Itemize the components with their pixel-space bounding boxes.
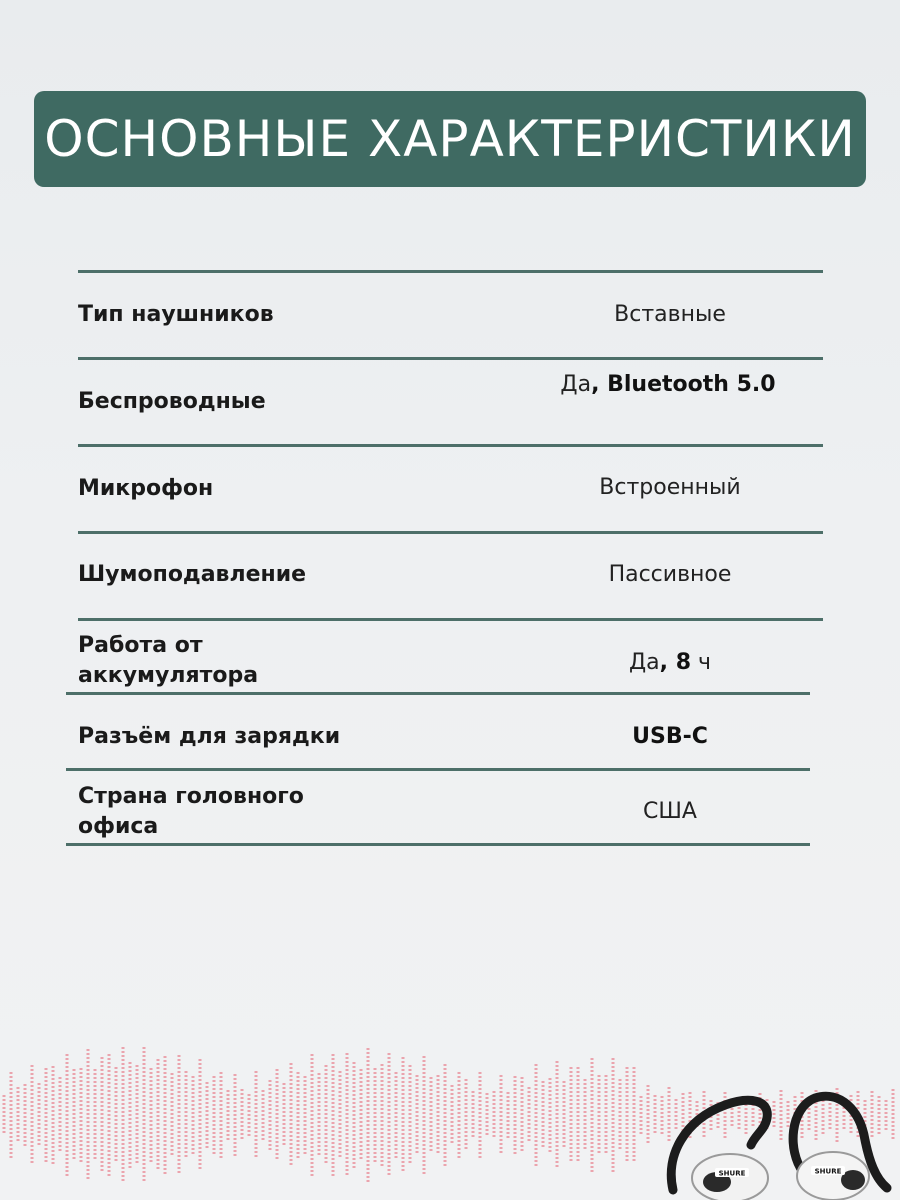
right-brand-label: SHURE [814, 1167, 842, 1176]
spec-label-noise: Шумоподавление [78, 562, 307, 587]
spec-value-wireless-separator: , [591, 372, 608, 397]
spec-value-connector [520, 722, 820, 752]
spec-value-microphone: Встроенный [599, 475, 741, 500]
spec-label-microphone: Микрофон [78, 476, 214, 501]
spec-label-country: Страна головного офиса [78, 784, 304, 839]
table-divider [78, 618, 823, 621]
table-divider [66, 843, 810, 846]
spec-value-wireless [518, 370, 818, 400]
spec-label-battery: Работа от аккумулятора [78, 633, 259, 688]
page-title: ОСНОВНЫЕ ХАРАКТЕРИСТИКИ [44, 110, 856, 168]
spec-value-type: Вставные [614, 302, 726, 327]
table-divider [66, 692, 810, 695]
spec-value-noise: Пассивное [608, 562, 732, 587]
left-earbud [692, 1154, 768, 1200]
spec-label-connector: Разъём для зарядки [78, 724, 341, 749]
spec-value-battery [520, 648, 820, 678]
spec-value-battery-separator: , [659, 650, 676, 675]
spec-label-type: Тип наушников [78, 302, 274, 327]
table-divider [78, 531, 823, 534]
spec-value-wireless-plain: Да [560, 372, 592, 397]
header-banner [34, 91, 866, 187]
spec-value-country: США [643, 799, 697, 824]
spec-value-battery-plain: Да [628, 650, 660, 675]
spec-value-connector-bold: USB-C [632, 724, 708, 749]
left-brand-label: SHURE [718, 1169, 746, 1178]
right-earbud [797, 1152, 869, 1200]
table-divider [66, 768, 810, 771]
table-divider [78, 357, 823, 360]
spec-value-battery-bold: 8 [675, 650, 691, 675]
wireless-earbuds-image [655, 1060, 900, 1200]
spec-label-wireless: Беспроводные [78, 389, 266, 414]
spec-value-wireless-bold: Bluetooth 5.0 [607, 372, 776, 397]
table-divider [78, 270, 823, 273]
spec-value-battery-unit: ч [691, 650, 711, 675]
table-divider [78, 444, 823, 447]
